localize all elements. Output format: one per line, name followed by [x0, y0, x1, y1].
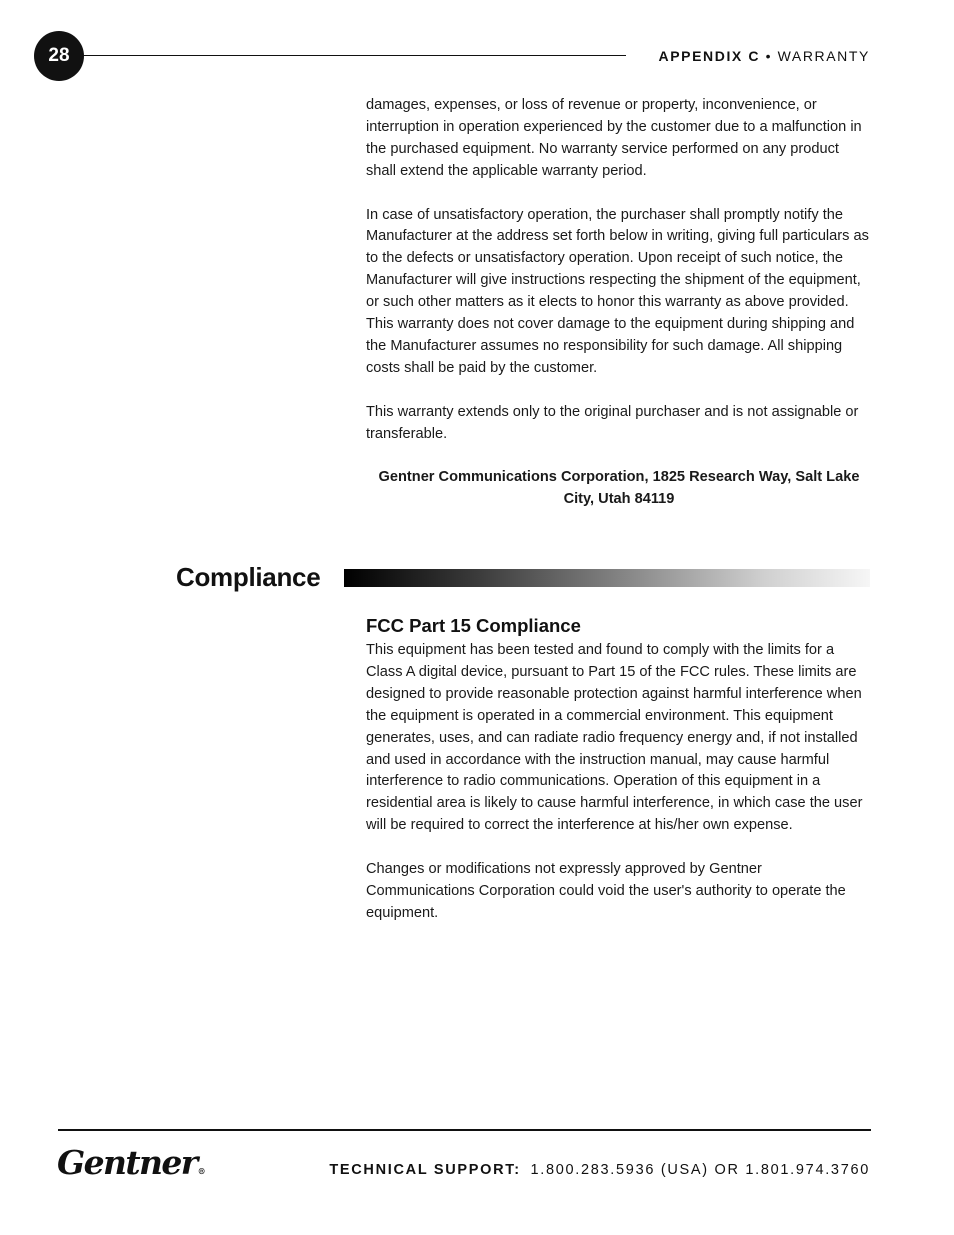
warranty-paragraph: In case of unsatisfactory operation, the purchaser shall promptly notify the Manufacturer at the address set forth below in writing, giving full particulars as to the defects or unsatisfactory operation. Upon receipt of such notice, the Manufacturer will give instructions respecting the shipment of the equipment, or such other matters as it elects to honor this warranty as above provided. This warranty does not cover damage to the equipment during shipping and the Manufacturer assumes no responsibility for such damage. All shipping costs shall be paid by the customer. — [366, 206, 869, 376]
registered-mark: ® — [197, 1166, 206, 1176]
page-number: 28 — [48, 45, 70, 66]
warranty-text — [366, 95, 872, 511]
subsection-heading: FCC Part 15 Compliance — [366, 615, 581, 636]
logo-wordmark: Gentner — [57, 1143, 197, 1182]
page-number-badge — [34, 31, 84, 81]
warranty-paragraph: This warranty extends only to the original purchaser and is not assignable or transferable. — [366, 403, 859, 442]
compliance-paragraph: This equipment has been tested and found to comply with the limits for a Class A digital device, pursuant to Part 15 of the FCC rules. These limits are designed to provide reasonable protection against harmful interference when the equipment is operated in a commercial environment. This equipment generates, uses, and can radiate radio frequency energy and, if not installed and used in accordance with the instruction manual, may cause harmful interference to radio communications. Operation of this equipment in a residential area is likely to cause harmful interference, in which case the user will be required to correct the interference at his/her own expense. — [366, 642, 863, 834]
running-header — [659, 48, 871, 64]
header-chapter: WARRANTY — [777, 48, 870, 64]
header-rule — [80, 55, 626, 56]
warranty-paragraph: damages, expenses, or loss of revenue or property, inconvenience, or interruption in operation experienced by the customer due to a malfunction in the purchased equipment. No warranty service performed on any product shall extend the applicable warranty period. — [366, 97, 862, 179]
gentner-logo — [57, 1143, 206, 1182]
technical-support — [329, 1162, 870, 1178]
header-section: APPENDIX C — [658, 48, 761, 64]
header-separator: • — [765, 48, 773, 64]
manufacturer-address: Gentner Communications Corporation, 1825 Research Way, Salt Lake City, Utah 84119 — [378, 469, 860, 508]
footer-rule — [58, 1129, 871, 1131]
heading-gradient-bar — [344, 569, 870, 587]
support-label: TECHNICAL SUPPORT: — [329, 1162, 521, 1178]
section-heading: Compliance — [176, 562, 321, 592]
compliance-paragraph: Changes or modifications not expressly approved by Gentner Communications Corporation could void the user's authority to operate the equipment. — [366, 861, 846, 921]
compliance-text — [366, 640, 872, 947]
support-numbers: 1.800.283.5936 (USA) OR 1.801.974.3760 — [530, 1162, 870, 1178]
